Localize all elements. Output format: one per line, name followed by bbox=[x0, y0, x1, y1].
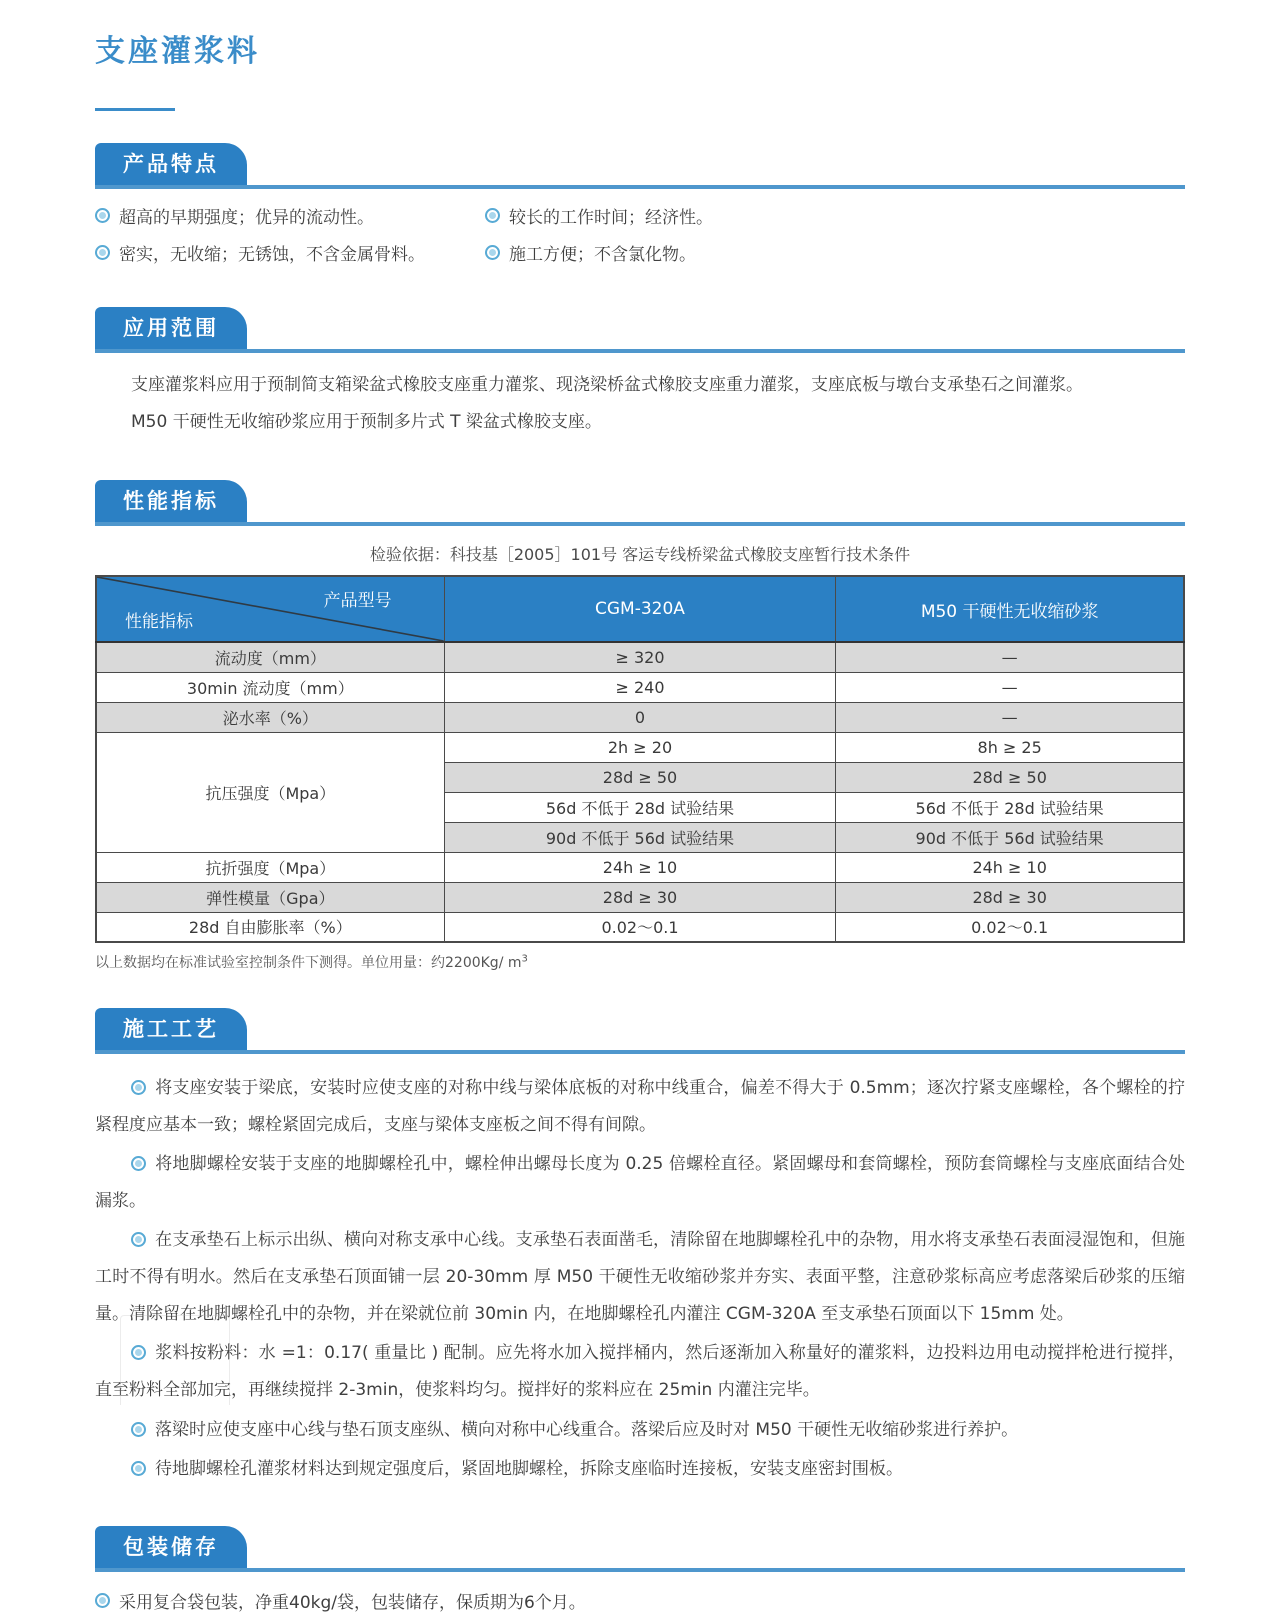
section-head-performance bbox=[95, 480, 1185, 526]
packaging-text: 采用复合袋包装，净重40kg/袋，包装储存，保质期为6个月。 bbox=[119, 1592, 586, 1613]
cell-cgm: 0.02～0.1 bbox=[444, 912, 836, 942]
list-item bbox=[95, 240, 485, 265]
bullseye-bullet-icon bbox=[131, 1232, 146, 1247]
bullseye-bullet-icon bbox=[131, 1156, 146, 1171]
section-application bbox=[95, 307, 1185, 440]
cell-m50: 28d ≥ 50 bbox=[836, 762, 1184, 792]
cell-m50: 90d 不低于 56d 试验结果 bbox=[836, 822, 1184, 852]
cell-cgm: 24h ≥ 10 bbox=[444, 852, 836, 882]
bullseye-bullet-icon bbox=[131, 1080, 146, 1095]
footnote-superscript: 3 bbox=[521, 953, 528, 965]
section-process bbox=[95, 1008, 1185, 1488]
section-features bbox=[95, 143, 1185, 265]
list-item bbox=[95, 1412, 1185, 1449]
process-text: 在支承垫石上标示出纵、横向对称支承中心线。支承垫石表面凿毛，清除留在地脚螺栓孔中的杂物，用水将支承垫石表面浸湿饱和，但施工时不得有明水。然后在支承垫石顶面铺一层 20-30mm 厚 M50 干硬性无收缩砂浆并夯实、表面平整，注意砂浆标高应考虑落梁后砂浆的压缩量。清除留在地脚螺栓孔中的杂物，并在梁就位前 30min 内，在地脚螺栓孔内灌注 CGM-320A 至支承垫石顶面以下 15mm 处。 bbox=[95, 1230, 1185, 1325]
footnote-text: 以上数据均在标准试验室控制条件下测得。单位用量：约2200Kg/ m bbox=[95, 955, 522, 972]
cell-cgm: 28d ≥ 50 bbox=[444, 762, 836, 792]
row-label: 抗折强度（Mpa） bbox=[96, 852, 444, 882]
list-item bbox=[95, 1451, 1185, 1488]
cell-m50: 0.02～0.1 bbox=[836, 912, 1184, 942]
table-footnote bbox=[95, 952, 1185, 972]
list-item bbox=[485, 240, 1185, 265]
corner-label-product-model: 产品型号 bbox=[323, 591, 392, 612]
row-label: 弹性模量（Gpa） bbox=[96, 882, 444, 912]
row-label: 30min 流动度（mm） bbox=[96, 672, 444, 702]
cell-cgm: ≥ 320 bbox=[444, 642, 836, 672]
cell-m50: — bbox=[836, 672, 1184, 702]
section-packaging bbox=[95, 1526, 1185, 1613]
cell-cgm: 90d 不低于 56d 试验结果 bbox=[444, 822, 836, 852]
section-badge-process: 施工工艺 bbox=[95, 1008, 247, 1050]
table-header-row bbox=[96, 576, 1184, 642]
feature-text: 较长的工作时间；经济性。 bbox=[509, 208, 713, 228]
application-line: 支座灌浆料应用于预制简支箱梁盆式橡胶支座重力灌浆、现浇梁桥盆式橡胶支座重力灌浆，支座底板与墩台支承垫石之间灌浆。 bbox=[131, 375, 1083, 395]
process-text: 将支座安装于梁底，安装时应使支座的对称中线与梁体底板的对称中线重合，偏差不得大于 0.5mm；逐次拧紧支座螺栓，各个螺栓的拧紧程度应基本一致；螺栓紧固完成后，支座与梁体支座板之间不得有间隙。 bbox=[95, 1078, 1185, 1136]
section-head-process bbox=[95, 1008, 1185, 1054]
table-row bbox=[96, 882, 1184, 912]
row-label: 流动度（mm） bbox=[96, 642, 444, 672]
section-badge-packaging: 包装储存 bbox=[95, 1526, 247, 1568]
list-item bbox=[95, 1588, 1185, 1613]
column-header-m50: M50 干硬性无收缩砂浆 bbox=[836, 576, 1184, 642]
feature-text: 密实，无收缩；无锈蚀，不含金属骨料。 bbox=[119, 245, 425, 265]
process-text: 待地脚螺栓孔灌浆材料达到规定强度后，紧固地脚螺栓，拆除支座临时连接板，安装支座密封围板。 bbox=[155, 1458, 903, 1479]
section-head-application bbox=[95, 307, 1185, 353]
cell-cgm: ≥ 240 bbox=[444, 672, 836, 702]
feature-text: 超高的早期强度；优异的流动性。 bbox=[119, 208, 374, 228]
application-text bbox=[95, 367, 1185, 440]
row-label: 泌水率（%） bbox=[96, 702, 444, 732]
application-line: M50 干硬性无收缩砂浆应用于预制多片式 T 梁盆式橡胶支座。 bbox=[131, 411, 602, 432]
bullseye-bullet-icon bbox=[95, 1593, 110, 1608]
cell-cgm: 2h ≥ 20 bbox=[444, 732, 836, 762]
section-performance bbox=[95, 480, 1185, 972]
cell-m50: 56d 不低于 28d 试验结果 bbox=[836, 792, 1184, 822]
row-label-compressive: 抗压强度（Mpa） bbox=[96, 732, 444, 852]
cell-cgm: 56d 不低于 28d 试验结果 bbox=[444, 792, 836, 822]
column-header-cgm: CGM-320A bbox=[444, 576, 836, 642]
list-item bbox=[95, 1070, 1185, 1144]
list-item bbox=[95, 1222, 1185, 1333]
table-row bbox=[96, 642, 1184, 672]
bullseye-bullet-icon bbox=[95, 208, 110, 223]
section-head-packaging bbox=[95, 1526, 1185, 1572]
section-head-features bbox=[95, 143, 1185, 189]
table-corner-cell bbox=[96, 576, 444, 642]
section-badge-performance: 性能指标 bbox=[95, 480, 247, 522]
table-row bbox=[96, 672, 1184, 702]
table-row bbox=[96, 852, 1184, 882]
list-item bbox=[95, 203, 485, 228]
bullseye-bullet-icon bbox=[95, 245, 110, 260]
feature-text: 施工方便；不含氯化物。 bbox=[509, 245, 696, 265]
title-underline bbox=[95, 108, 175, 111]
performance-table bbox=[95, 575, 1185, 943]
cell-m50: 28d ≥ 30 bbox=[836, 882, 1184, 912]
list-item bbox=[95, 1335, 1185, 1409]
cell-m50: 24h ≥ 10 bbox=[836, 852, 1184, 882]
cell-m50: 8h ≥ 25 bbox=[836, 732, 1184, 762]
process-text: 浆料按粉料：水 =1：0.17( 重量比 ) 配制。应先将水加入搅拌桶内，然后逐渐加入称量好的灌浆料，边投料边用电动搅拌枪进行搅拌，直至粉料全部加完，再继续搅拌 2-3min，使浆料均匀。搅拌好的浆料应在 25min 内灌注完毕。 bbox=[95, 1343, 1185, 1401]
process-list bbox=[95, 1070, 1185, 1488]
cell-m50: — bbox=[836, 702, 1184, 732]
table-row bbox=[96, 732, 1184, 762]
bullseye-bullet-icon bbox=[131, 1422, 146, 1437]
list-item bbox=[95, 1146, 1185, 1220]
table-row bbox=[96, 912, 1184, 942]
table-row bbox=[96, 702, 1184, 732]
page-title: 支座灌浆料 bbox=[95, 34, 260, 69]
faint-watermark bbox=[120, 1315, 230, 1405]
bullseye-bullet-icon bbox=[485, 208, 500, 223]
section-badge-application: 应用范围 bbox=[95, 307, 247, 349]
cell-m50: — bbox=[836, 642, 1184, 672]
section-badge-features: 产品特点 bbox=[95, 143, 247, 185]
cell-cgm: 28d ≥ 30 bbox=[444, 882, 836, 912]
bullseye-bullet-icon bbox=[131, 1461, 146, 1476]
bullseye-bullet-icon bbox=[485, 245, 500, 260]
corner-label-indicator: 性能指标 bbox=[125, 612, 193, 633]
cell-cgm: 0 bbox=[444, 702, 836, 732]
test-basis: 检验依据：科技基［2005］101号 客运专线桥梁盆式橡胶支座暂行技术条件 bbox=[369, 545, 911, 565]
row-label: 28d 自由膨胀率（%） bbox=[96, 912, 444, 942]
process-text: 将地脚螺栓安装于支座的地脚螺栓孔中，螺栓伸出螺母长度为 0.25 倍螺栓直径。紧固螺母和套筒螺栓，预防套筒螺栓与支座底面结合处漏浆。 bbox=[95, 1154, 1185, 1212]
features-list bbox=[95, 203, 1185, 265]
process-text: 落梁时应使支座中心线与垫石顶支座纵、横向对称中心线重合。落梁后应及时对 M50 干硬性无收缩砂浆进行养护。 bbox=[155, 1419, 1019, 1440]
list-item bbox=[485, 203, 1185, 228]
